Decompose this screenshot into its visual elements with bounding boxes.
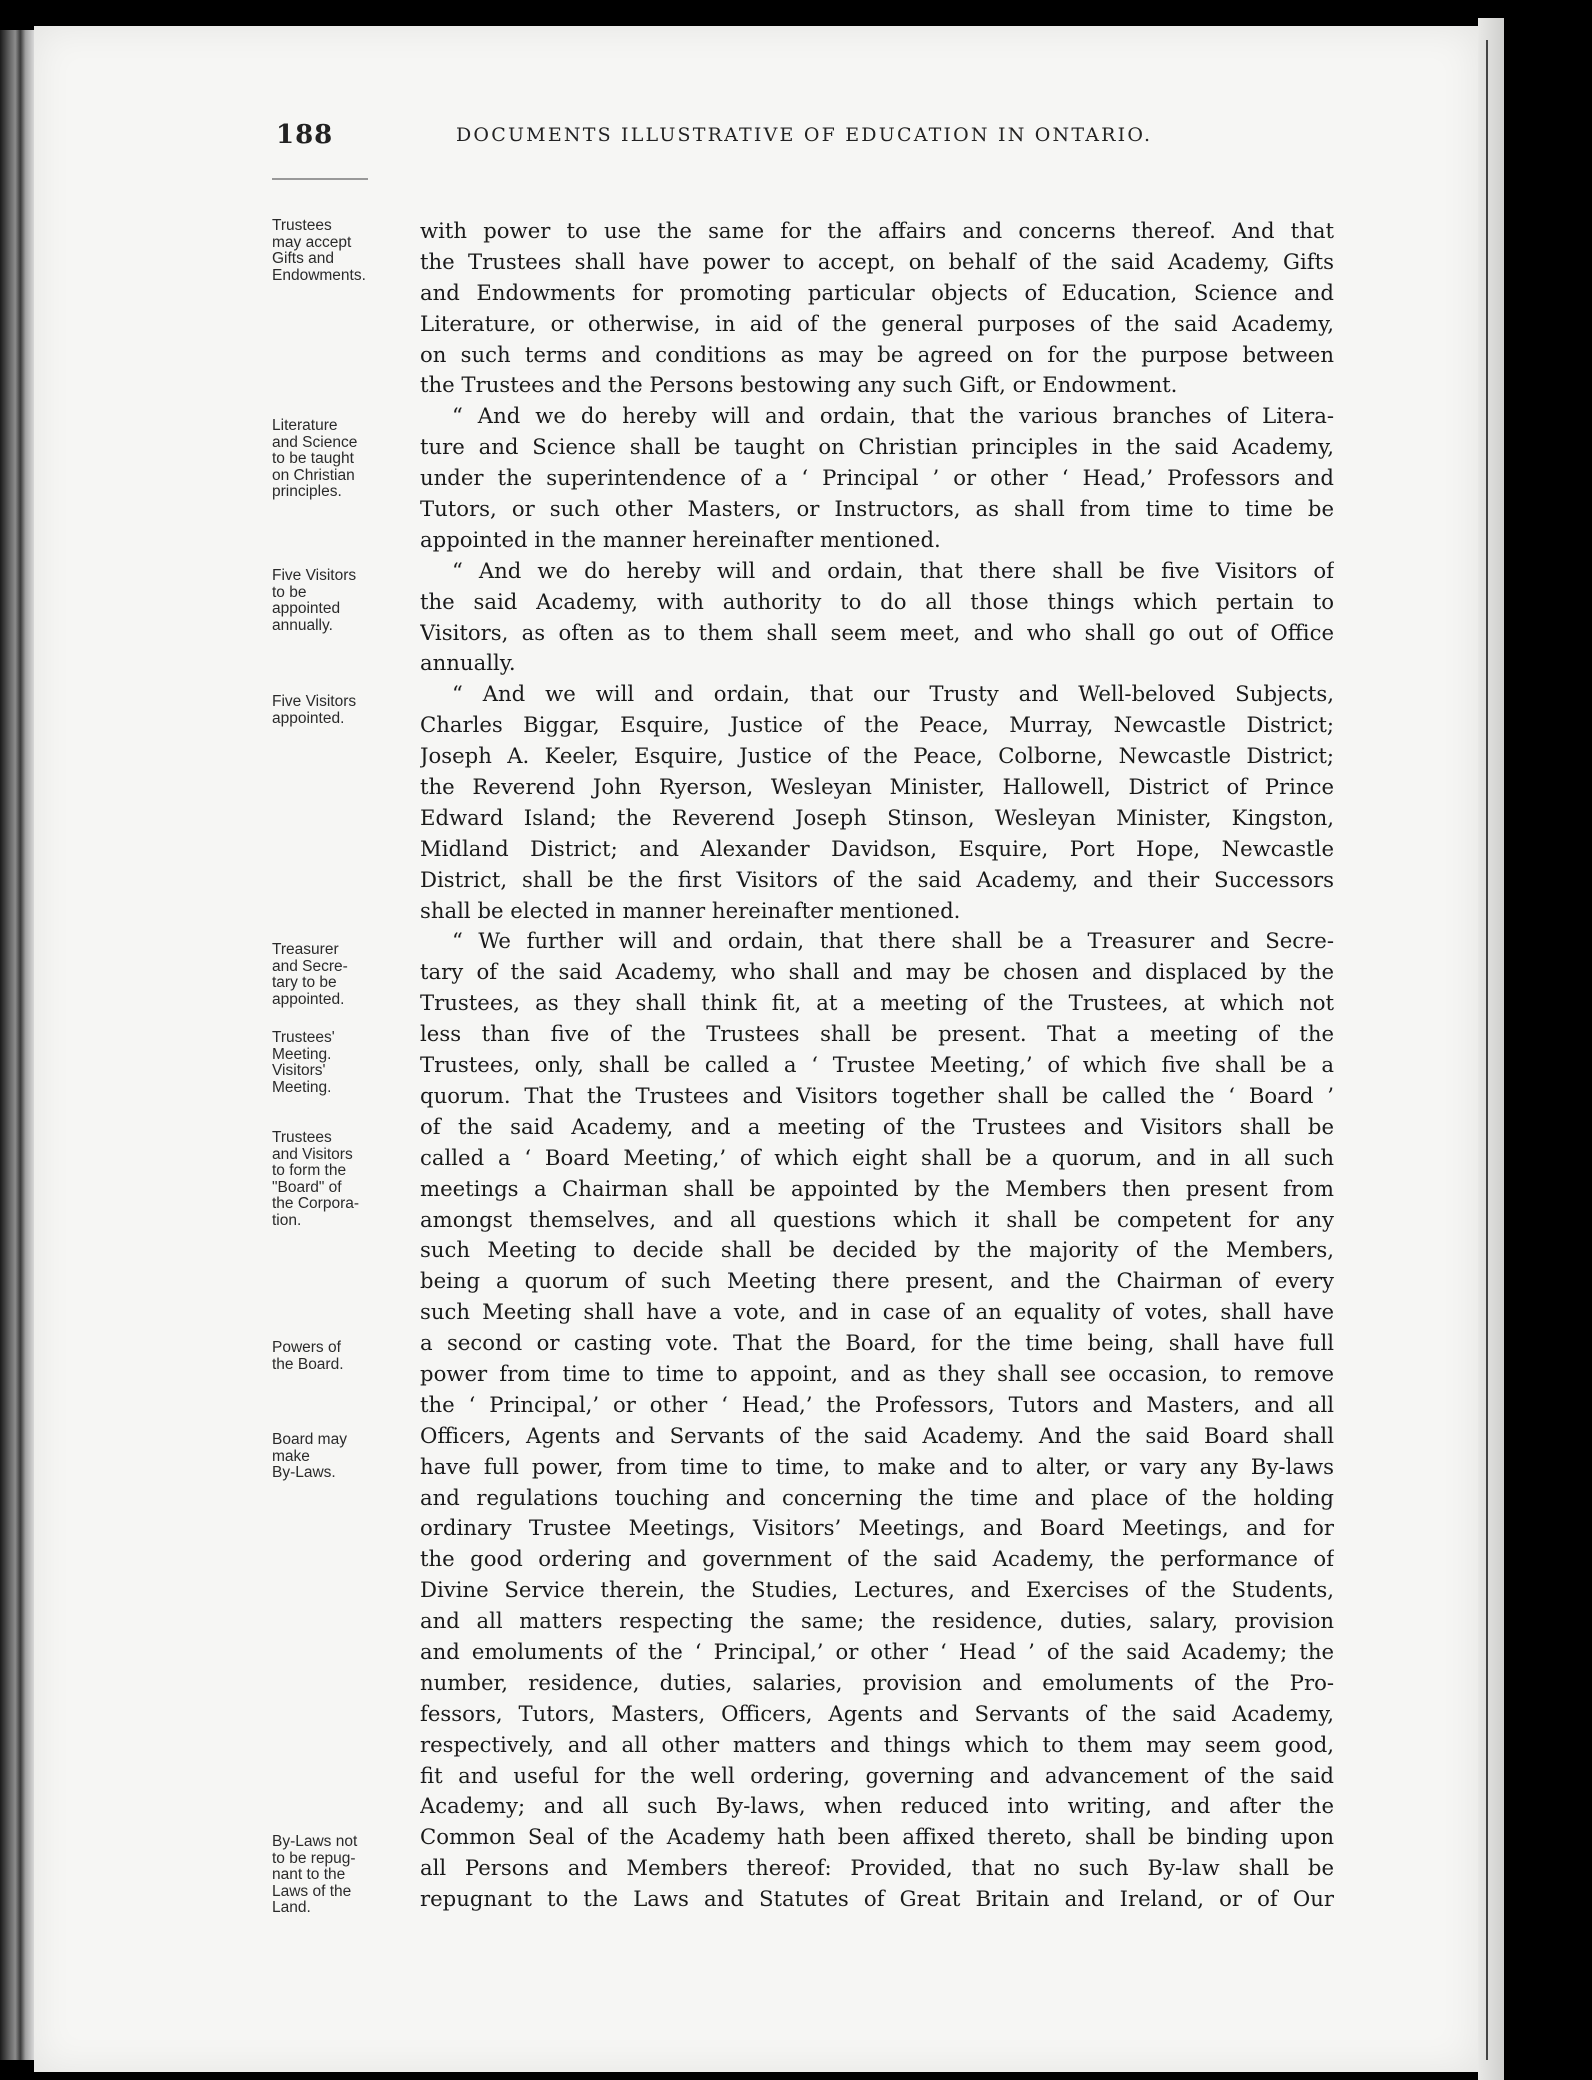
text-line: a second or casting vote. That the Board, for the time being, shall have full bbox=[420, 1330, 1334, 1356]
text-line: Common Seal of the Academy hath been affixed thereto, shall be binding upon bbox=[420, 1824, 1334, 1850]
text-line: the good ordering and government of the said Academy, the performance of bbox=[420, 1546, 1334, 1572]
text-line: Divine Service therein, the Studies, Lectures, and Exercises of the Students, bbox=[420, 1577, 1334, 1603]
text-line: ordinary Trustee Meetings, Visitors’ Meetings, and Board Meetings, and for bbox=[420, 1515, 1334, 1541]
text-line: fit and useful for the well ordering, governing and advancement of the said bbox=[420, 1762, 1334, 1788]
text-line: with power to use the same for the affairs and concerns thereof. And that bbox=[420, 218, 1334, 243]
margin-note-bylaws-not-repugnant: By-Laws not to be repug- nant to the Laws of the Land. bbox=[272, 1833, 358, 1916]
text-line: Trustees, only, shall be called a ‘ Trustee Meeting,’ of which five shall be a bbox=[420, 1052, 1334, 1078]
margin-note-five-visitors-appointed: Five Visitors appointed. bbox=[272, 693, 357, 727]
text-line: such Meeting shall have a vote, and in case of an equality of votes, shall have bbox=[420, 1299, 1334, 1325]
text-line: power from time to time to appoint, and as they shall see occasion, to remove bbox=[420, 1360, 1334, 1386]
margin-note-bylaws: Board may make By-Laws. bbox=[272, 1431, 347, 1481]
text-line: shall be elected in manner hereinafter mentioned. bbox=[420, 897, 961, 923]
margin-note-gifts: Trustees may accept Gifts and Endowments. bbox=[272, 217, 366, 284]
text-line: “ We further will and ordain, that there shall be a Treasurer and Secre- bbox=[452, 928, 1334, 954]
text-line: Trustees, as they shall think fit, at a meeting of the Trustees, at which not bbox=[420, 990, 1334, 1016]
text-line: “ And we do hereby will and ordain, that there shall be five Visitors of bbox=[452, 557, 1334, 583]
text-line: meetings a Chairman shall be appointed by the Members then present from bbox=[420, 1175, 1334, 1201]
text-line: Visitors, as often as to them shall seem meet, and who shall go out of Office bbox=[420, 619, 1334, 645]
text-line: the Trustees and the Persons bestowing any such Gift, or Endowment. bbox=[420, 372, 1178, 398]
text-line: all Persons and Members thereof: Provided, that no such By-law shall be bbox=[420, 1855, 1334, 1881]
text-line: Midland District; and Alexander Davidson, Esquire, Port Hope, Newcastle bbox=[420, 835, 1334, 861]
margin-note-board: Trustees and Visitors to form the "Board" of the Corpora- tion. bbox=[272, 1129, 360, 1229]
text-line: appointed in the manner hereinafter mentioned. bbox=[420, 526, 941, 552]
text-line: “ And we will and ordain, that our Trusty and Well-beloved Subjects, bbox=[452, 681, 1334, 707]
text-line: “ And we do hereby will and ordain, that the various branches of Litera- bbox=[452, 403, 1334, 429]
text-line: quorum. That the Trustees and Visitors together shall be called the ‘ Board ’ bbox=[420, 1082, 1334, 1108]
book-binding-edge bbox=[0, 30, 34, 2060]
text-line: the Reverend John Ryerson, Wesleyan Minister, Hallowell, District of Prince bbox=[420, 774, 1334, 800]
body-text bbox=[420, 216, 1334, 1915]
text-line: District, shall be the first Visitors of the said Academy, and their Successors bbox=[420, 866, 1334, 892]
margin-note-meetings: Trustees' Meeting. Visitors' Meeting. bbox=[272, 1029, 335, 1096]
text-line: repugnant to the Laws and Statutes of Great Britain and Ireland, or of Our bbox=[420, 1886, 1334, 1912]
text-line: called a ‘ Board Meeting,’ of which eight shall be a quorum, and in all such bbox=[420, 1144, 1334, 1170]
text-line: of the said Academy, and a meeting of the Trustees and Visitors shall be bbox=[420, 1113, 1334, 1139]
text-line: the ‘ Principal,’ or other ‘ Head,’ the Professors, Tutors and Masters, and all bbox=[420, 1391, 1334, 1417]
text-line: being a quorum of such Meeting there present, and the Chairman of every bbox=[420, 1268, 1334, 1294]
text-line: Joseph A. Keeler, Esquire, Justice of the Peace, Colborne, Newcastle District; bbox=[420, 743, 1334, 769]
text-line: amongst themselves, and all questions which it shall be competent for any bbox=[420, 1206, 1334, 1232]
text-line: annually. bbox=[420, 650, 516, 676]
text-line: Tutors, or such other Masters, or Instructors, as shall from time to time be bbox=[420, 496, 1334, 522]
margin-note-treasurer: Treasurer and Secre- tary to be appointed. bbox=[272, 941, 348, 1008]
text-line: fessors, Tutors, Masters, Officers, Agents and Servants of the said Academy, bbox=[420, 1700, 1334, 1726]
text-line: respectively, and all other matters and things which to them may seem good, bbox=[420, 1731, 1334, 1757]
text-line: the said Academy, with authority to do all those things which pertain to bbox=[420, 588, 1334, 614]
margin-note-powers: Powers of the Board. bbox=[272, 1339, 344, 1373]
text-line: less than five of the Trustees shall be present. That a meeting of the bbox=[420, 1021, 1334, 1047]
text-line: the Trustees shall have power to accept, on behalf of the said Academy, Gifts bbox=[420, 248, 1334, 274]
margin-notes bbox=[272, 0, 420, 2080]
text-line: Charles Biggar, Esquire, Justice of the Peace, Murray, Newcastle District; bbox=[420, 712, 1334, 738]
margin-note-five-visitors-annually: Five Visitors to be appointed annually. bbox=[272, 567, 357, 634]
text-line: and emoluments of the ‘ Principal,’ or other ‘ Head ’ of the said Academy; the bbox=[420, 1638, 1334, 1664]
text-line: ture and Science shall be taught on Christian principles in the said Academy, bbox=[420, 434, 1334, 460]
text-line: and all matters respecting the same; the residence, duties, salary, provision bbox=[420, 1608, 1334, 1634]
text-line: have full power, from time to time, to make and to alter, or vary any By-laws bbox=[420, 1453, 1334, 1479]
text-line: Edward Island; the Reverend Joseph Stinson, Wesleyan Minister, Kingston, bbox=[420, 804, 1334, 830]
text-line: tary of the said Academy, who shall and may be chosen and displaced by the bbox=[420, 959, 1334, 985]
text-line: number, residence, duties, salaries, provision and emoluments of the Pro- bbox=[420, 1669, 1334, 1695]
text-line: and regulations touching and concerning the time and place of the holding bbox=[420, 1484, 1334, 1510]
text-line: Academy; and all such By-laws, when reduced into writing, and after the bbox=[420, 1793, 1334, 1819]
page-fold-line bbox=[1486, 40, 1488, 2060]
text-line: Literature, or otherwise, in aid of the general purposes of the said Academy, bbox=[420, 310, 1334, 336]
text-line: and Endowments for promoting particular objects of Education, Science and bbox=[420, 279, 1334, 305]
margin-note-literature: Literature and Science to be taught on Christian principles. bbox=[272, 417, 358, 500]
text-line: Officers, Agents and Servants of the said Academy. And the said Board shall bbox=[420, 1422, 1334, 1448]
adjacent-page-edge bbox=[1478, 18, 1504, 2080]
text-line: on such terms and conditions as may be agreed on for the purpose between bbox=[420, 341, 1334, 367]
running-title: DOCUMENTS ILLUSTRATIVE OF EDUCATION IN ONTARIO. bbox=[456, 124, 1153, 146]
text-line: under the superintendence of a ‘ Principal ’ or other ‘ Head,’ Professors and bbox=[420, 465, 1334, 491]
text-line: such Meeting to decide shall be decided by the majority of the Members, bbox=[420, 1237, 1334, 1263]
page-number: 188 bbox=[276, 120, 334, 150]
